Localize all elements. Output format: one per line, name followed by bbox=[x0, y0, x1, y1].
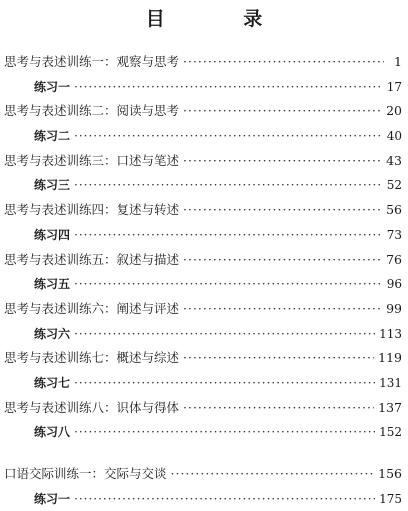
toc-entry-chapter[interactable] bbox=[4, 297, 402, 322]
toc-page-number: 175 bbox=[379, 491, 402, 506]
dot-leader bbox=[183, 346, 374, 371]
dot-leader bbox=[183, 297, 382, 322]
toc-entry-label: 思考与表述训练五：叙述与描述 bbox=[4, 251, 180, 267]
dot-leader bbox=[183, 99, 382, 124]
toc-page-number: 40 bbox=[386, 129, 402, 144]
dot-leader bbox=[171, 462, 375, 487]
toc-entry-exercise[interactable] bbox=[4, 75, 402, 100]
toc-entry-exercise[interactable] bbox=[4, 487, 402, 511]
page-title: 目 录 bbox=[145, 8, 299, 30]
toc-entry-exercise[interactable] bbox=[4, 272, 402, 297]
dot-leader bbox=[183, 198, 382, 223]
toc-entry-exercise[interactable] bbox=[4, 223, 402, 248]
toc-entry-label: 思考与表述训练一：观察与思考 bbox=[4, 54, 180, 69]
toc-entry-label: 练习六 bbox=[34, 326, 71, 341]
toc-entry-label: 思考与表述训练七：概述与综述 bbox=[4, 350, 180, 366]
toc-entry-chapter[interactable] bbox=[4, 396, 402, 421]
toc-entry-label: 练习三 bbox=[34, 178, 71, 193]
dot-leader bbox=[183, 248, 382, 273]
toc-page-number: 76 bbox=[386, 251, 402, 267]
toc-page-number: 17 bbox=[386, 79, 402, 94]
toc-page-number: 156 bbox=[378, 466, 402, 481]
toc-page-number: 137 bbox=[378, 399, 402, 415]
toc-entry-chapter[interactable] bbox=[4, 248, 402, 273]
toc-page-number: 43 bbox=[386, 152, 402, 168]
toc-entry-exercise[interactable] bbox=[4, 322, 402, 347]
toc-entry-exercise[interactable] bbox=[4, 124, 402, 149]
toc-entry-label: 练习二 bbox=[34, 129, 71, 144]
toc-entry-label: 思考与表述训练三：口述与笔述 bbox=[4, 152, 180, 168]
table-of-contents bbox=[4, 50, 402, 511]
toc-entry-chapter[interactable] bbox=[4, 149, 402, 174]
dot-leader bbox=[74, 223, 383, 248]
toc-page-number: 96 bbox=[386, 277, 402, 292]
toc-page-number: 52 bbox=[386, 178, 402, 193]
dot-leader bbox=[183, 396, 374, 421]
toc-entry-chapter[interactable] bbox=[4, 50, 402, 75]
dot-leader bbox=[183, 149, 382, 174]
dot-leader bbox=[74, 322, 375, 347]
toc-entry-label: 练习一 bbox=[34, 79, 71, 94]
toc-page-number: 56 bbox=[386, 202, 402, 218]
toc-entry-label: 思考与表述训练四：复述与转述 bbox=[4, 202, 180, 218]
toc-entry-label: 思考与表述训练六：阐述与评述 bbox=[4, 300, 180, 316]
dot-leader bbox=[74, 272, 383, 297]
toc-page-number: 119 bbox=[378, 350, 402, 366]
toc-entry-label: 练习八 bbox=[34, 425, 71, 440]
toc-page-number: 99 bbox=[386, 300, 402, 316]
toc-entry-chapter[interactable] bbox=[4, 462, 402, 487]
toc-entry-label: 思考与表述训练八：识体与得体 bbox=[4, 399, 180, 415]
dot-leader bbox=[74, 420, 375, 445]
section-gap bbox=[4, 445, 402, 462]
toc-entry-label: 练习四 bbox=[34, 227, 71, 242]
dot-leader bbox=[74, 173, 383, 198]
dot-leader bbox=[74, 371, 375, 396]
toc-entry-chapter[interactable] bbox=[4, 198, 402, 223]
dot-leader bbox=[74, 487, 375, 511]
toc-page-number: 20 bbox=[386, 103, 402, 119]
toc-page-number: 1 bbox=[394, 54, 402, 69]
toc-entry-label: 练习五 bbox=[34, 277, 71, 292]
toc-entry-exercise[interactable] bbox=[4, 173, 402, 198]
dot-leader bbox=[74, 124, 383, 149]
dot-leader bbox=[183, 50, 384, 75]
toc-page-number: 113 bbox=[379, 326, 402, 341]
toc-entry-label: 口语交际训练一：交际与交谈 bbox=[4, 466, 167, 481]
toc-entry-label: 练习一 bbox=[34, 491, 71, 506]
toc-entry-label: 思考与表述训练二：阅读与思考 bbox=[4, 103, 180, 119]
toc-page-number: 152 bbox=[379, 425, 402, 440]
toc-entry-exercise[interactable] bbox=[4, 371, 402, 396]
toc-page-number: 73 bbox=[386, 227, 402, 242]
toc-entry-chapter[interactable] bbox=[4, 99, 402, 124]
toc-entry-exercise[interactable] bbox=[4, 420, 402, 445]
toc-entry-label: 练习七 bbox=[34, 375, 71, 390]
toc-page-number: 131 bbox=[379, 375, 402, 390]
dot-leader bbox=[74, 75, 383, 100]
toc-entry-chapter[interactable] bbox=[4, 346, 402, 371]
